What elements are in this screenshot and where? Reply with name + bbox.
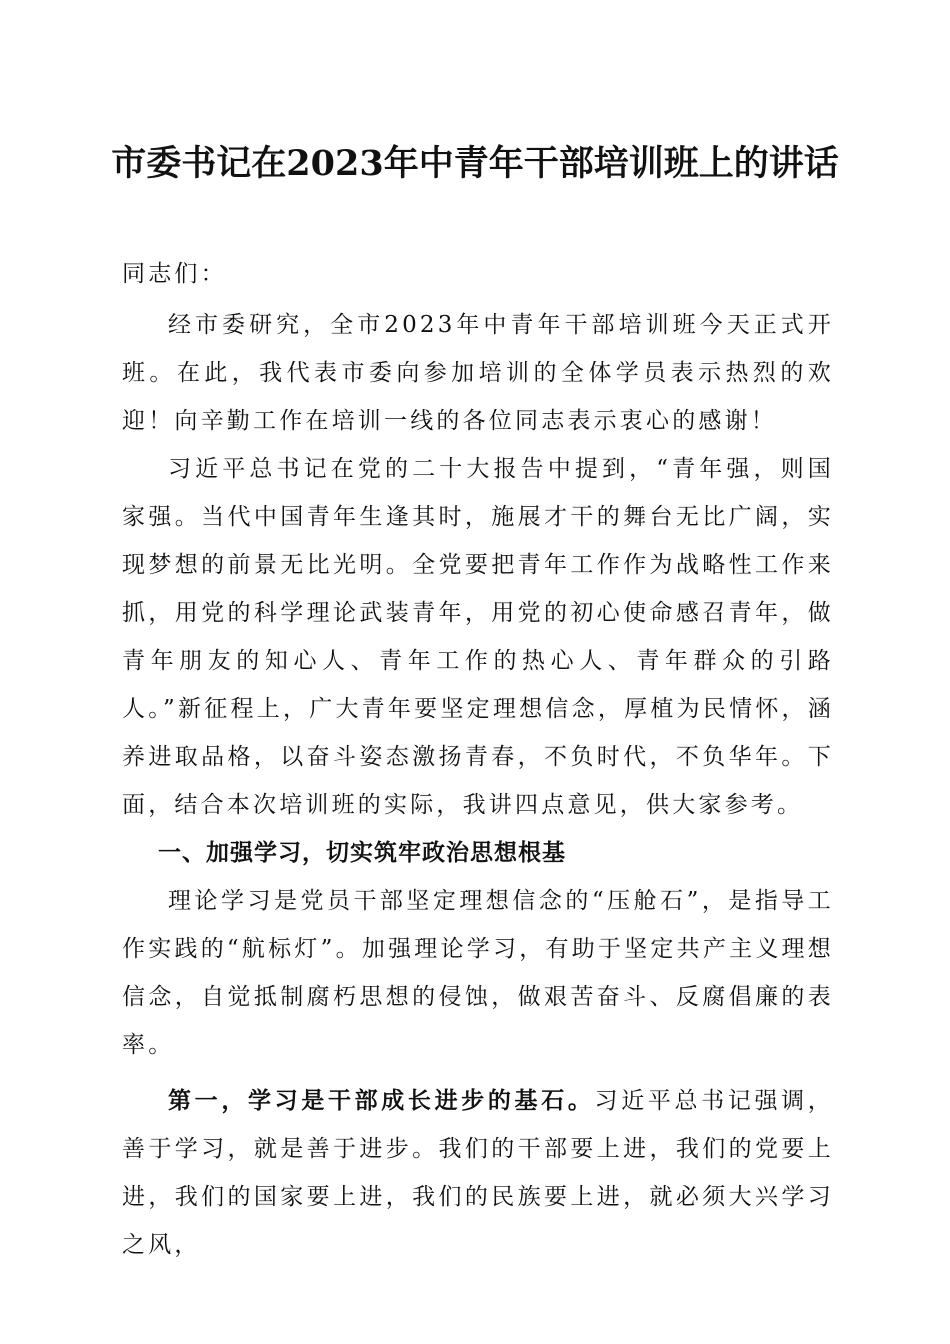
point-lead: 第一，学习是干部成长进步的基石。 <box>168 1087 595 1114</box>
point-text: 习近平总书记强调，善于学习，就是善于进步。我们的干部要上进，我们的党要上进，我们的国家要上进，我们的民族要上进，就必须大兴学习之风， <box>122 1088 834 1258</box>
document-title: 市委书记在2023年中青年干部培训班上的讲话 <box>111 143 839 184</box>
point-paragraph <box>122 1077 834 1269</box>
paragraph-opening: 经市委研究，全市2023年中青年干部培训班今天正式开班。在此，我代表市委向参加培训的全体学员表示热烈的欢迎！向辛勤工作在培训一线的各位同志表示衷心的感谢！ <box>122 312 834 434</box>
salutation: 同志们： <box>122 261 227 287</box>
section-paragraph: 理论学习是党员干部坚定理想信念的“压舱石”，是指导工作实践的“航标灯”。加强理论学习，有助于坚定共产主义理想信念，自觉抵制腐朽思想的侵蚀，做艰苦奋斗、反腐倡廉的表率。 <box>122 888 834 1058</box>
section-heading: 一、加强学习，切实筑牢政治思想根基 <box>158 840 566 866</box>
paragraph-quote: 习近平总书记在党的二十大报告中提到，“青年强，则国家强。当代中国青年生逢其时，施展才干的舞台无比广阔，实现梦想的前景无比光明。全党要把青年工作作为战略性工作来抓，用党的科学理论武装青年，用党的初心使命感召青年，做青年朋友的知心人、青年工作的热心人、青年群众的引路人。”新征程上，广大青年要坚定理想信念，厚植为民情怀，涵养进取品格，以奋斗姿态激扬青春，不负时代，不负华年。下面，结合本次培训班的实际，我讲四点意见，供大家参考。 <box>122 456 834 818</box>
document-body <box>122 250 834 1269</box>
